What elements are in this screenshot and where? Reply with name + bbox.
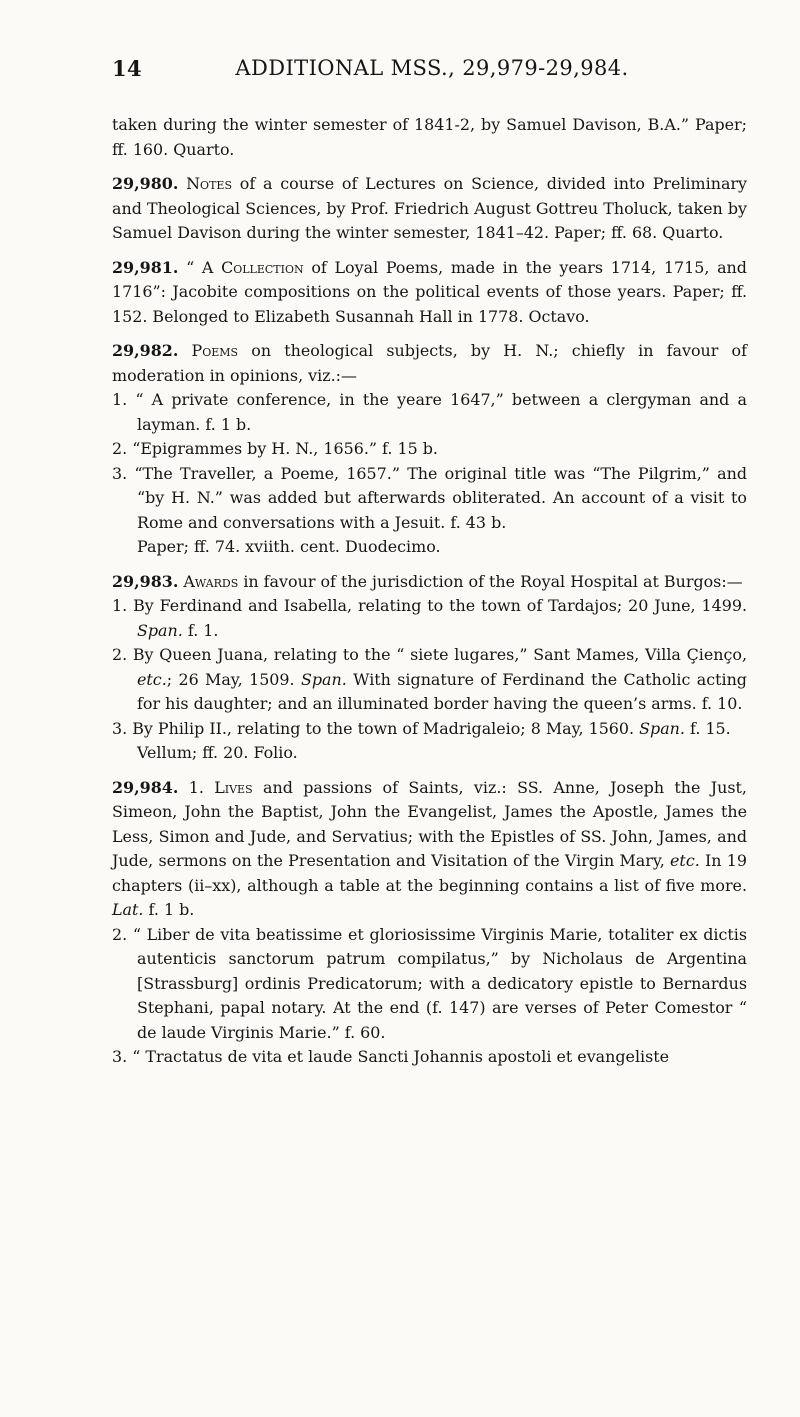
list-item-text: 2. By Queen Juana, relating to the “ siete lugares,” Sant Mames, Villa Çienço, — [112, 645, 747, 664]
page-header — [112, 56, 752, 86]
list-item: 2. “Epigrammes by H. N., 1656.” f. 15 b. — [112, 439, 438, 458]
entry-29981 — [112, 256, 747, 330]
folio-ref: f. 15. — [690, 718, 731, 738]
list-item-text: 3. By Philip II., relating to the town of Madrigaleio; 8 May, 1560. — [112, 718, 635, 738]
language-label: Span. — [300, 669, 347, 689]
entry-heading: Notes — [186, 174, 232, 193]
entry-heading: Lives — [214, 777, 253, 797]
list-item: 2. “ Liber de vita beatissime et gloriosissime Virginis Marie, totaliter ex dictis autenticis sanctorum patrum compilatus,” by Nicholaus de Argentina [Strassburg] ordinis Predicatorum; with a dedicatory epistle to Bernardus Stephani, papal notary. At the end (f. 147) are verses of Peter Comestor “ de laude Virginis Marie.” f. 60. — [112, 924, 747, 1042]
list-item: 3. “The Traveller, a Poeme, 1657.” The original title was “The Pilgrim,” and “by H. N.” was added but afterwards obliterated. An account of a visit to Rome and conversations with a Jesuit. f. 43 b. — [112, 463, 747, 532]
list-item-text: With signature of Ferdinand the Catholic acting for his daughter; and an illuminated border having the queen’s arms. f. 10. — [137, 669, 747, 713]
etc-label: etc. — [137, 669, 167, 689]
running-title: ADDITIONAL MSS., 29,979-29,984. — [235, 56, 629, 80]
language-label: Lat. — [112, 900, 144, 919]
entry-heading: Poems — [191, 341, 239, 360]
list-item-text: ; 26 May, 1509. — [166, 669, 295, 689]
entry-29982 — [112, 339, 747, 388]
list-item-number: 1. — [188, 777, 204, 797]
folio-ref: f. 1. — [187, 620, 219, 640]
entry-29979-continuation: taken during the winter semester of 1841-2, by Samuel Davison, B.A.” Paper; ff. 160. Quarto. — [112, 115, 747, 159]
entry-heading: Awards — [183, 571, 239, 591]
entry-number: 29,981. — [112, 257, 179, 277]
entry-description: In 19 chapters (ii–xx), although a table at the beginning contains a list of five more. — [112, 851, 747, 895]
catalogue-body — [112, 113, 747, 1070]
list-item — [112, 594, 747, 643]
entry-description: in favour of the jurisdiction of the Royal Hospital at Burgos:— — [243, 571, 743, 591]
list-item: 1. “ A private conference, in the yeare 1647,” between a clergyman and a layman. f. 1 b. — [112, 390, 747, 434]
entry-number: 29,982. — [112, 341, 179, 360]
entry-29980 — [112, 172, 747, 246]
entry-description: of a course of Lectures on Science, divided into Preliminary and Theological Sciences, by Prof. Friedrich August Gottreu Tholuck, taken by Samuel Davison during the winter semester, 1841–42. Paper; ff. 68. Quarto. — [112, 174, 747, 242]
entry-description: on theological subjects, by H. N.; chiefly in favour of moderation in opinions, viz.:— — [112, 341, 748, 385]
entry-29983 — [112, 570, 747, 595]
entry-number: 29,983. — [112, 571, 179, 591]
etc-label: etc. — [670, 851, 700, 870]
entry-physical-description: Vellum; ff. 20. Folio. — [137, 743, 298, 762]
entry-heading: Collection — [221, 257, 304, 277]
list-item — [112, 717, 747, 742]
list-item-text: 1. By Ferdinand and Isabella, relating to the town of Tardajos; 20 June, 1499. — [112, 596, 747, 615]
page-number: 14 — [112, 56, 143, 81]
entry-description: and passions of Saints, viz.: SS. Anne, Joseph the Just, Simeon, John the Baptist, John the Evangelist, James the Apostle, James the Less, Simon and Jude, and Servatius; with the Epistles of SS. John, James, and Jude, sermons on the Presentation and Visitation of the Virgin Mary, — [112, 777, 747, 870]
list-item — [112, 643, 747, 717]
entry-description: of Loyal Poems, made in the years 1714, 1715, and 1716”: Jacobite compositions on the political events of those years. Paper; ff. 152. Belonged to Elizabeth Susannah Hall in 1778. Octavo. — [112, 257, 747, 326]
entry-quote-open: “ A — [186, 257, 214, 277]
entry-physical-description: Paper; ff. 74. xviith. cent. Duodecimo. — [137, 537, 441, 556]
entry-number: 29,984. — [112, 777, 179, 797]
language-label: Span. — [639, 718, 685, 738]
entry-number: 29,980. — [112, 174, 179, 193]
list-item: 3. “ Tractatus de vita et laude Sancti Johannis apostoli et evangeliste — [112, 1047, 670, 1066]
language-label: Span. — [137, 620, 183, 640]
folio-ref: f. 1 b. — [148, 900, 195, 919]
entry-29984 — [112, 776, 747, 923]
